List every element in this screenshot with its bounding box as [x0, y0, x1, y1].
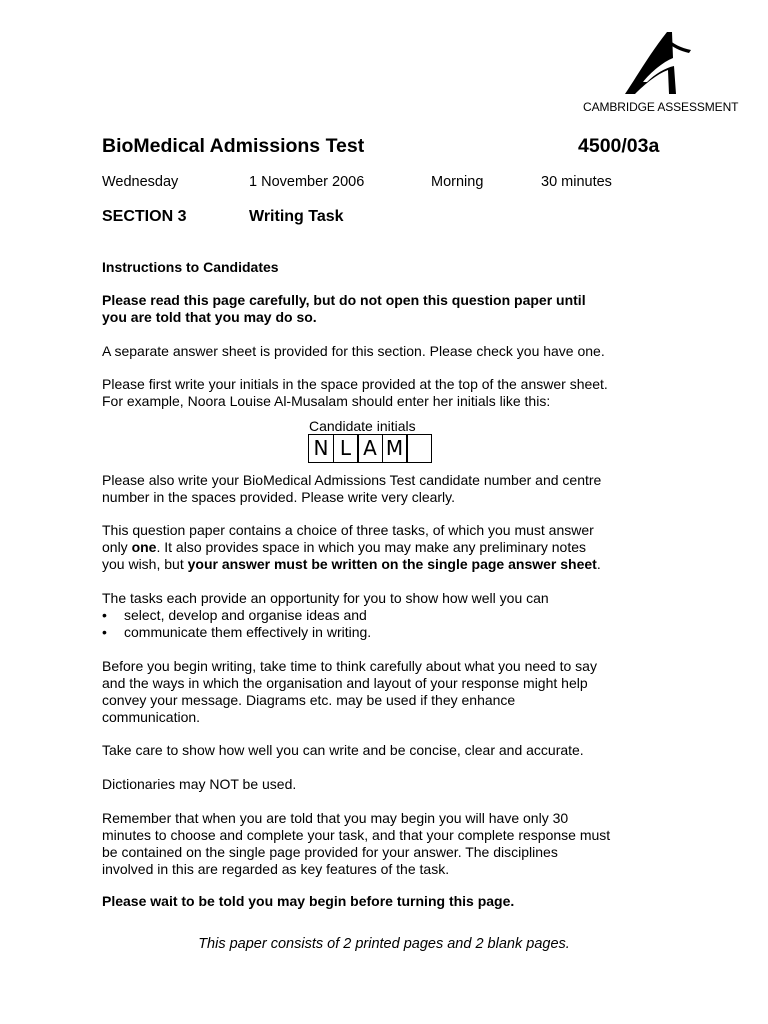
tasks-choice-paragraph [102, 522, 682, 573]
text-line: be contained on the single page provided for your answer. The disciplines [102, 844, 558, 860]
text-line: number in the spaces provided. Please write very clearly. [102, 489, 456, 505]
initials-boxes [308, 434, 432, 463]
warning-line: Please read this page carefully, but do not open this question paper until [102, 292, 586, 308]
text-line: For example, Noora Louise Al-Musalam should enter her initials like this: [102, 393, 551, 409]
cambridge-assessment-logo [583, 30, 743, 120]
candidate-number-paragraph [102, 472, 682, 506]
text-line: Please also write your BioMedical Admissions Test candidate number and centre [102, 472, 602, 488]
list-item: • select, develop and organise ideas and [102, 607, 682, 624]
answer-sheet-paragraph: A separate answer sheet is provided for this section. Please check you have one. [102, 343, 605, 359]
initial-box: N [308, 434, 334, 463]
section-title: Writing Task [249, 208, 344, 225]
text-line: Before you begin writing, take time to think carefully about what you need to say [102, 658, 597, 674]
exam-date: 1 November 2006 [249, 174, 365, 190]
text-span: . It also provides space in which you may make any preliminary notes [156, 539, 586, 555]
text-span: only [102, 539, 132, 555]
initials-paragraph [102, 376, 682, 410]
text-line [102, 539, 682, 556]
exam-duration: 30 minutes [541, 174, 612, 190]
care-paragraph: Take care to show how well you can write and be concise, clear and accurate. [102, 742, 584, 758]
dictionaries-paragraph: Dictionaries may NOT be used. [102, 776, 297, 792]
text-line: and the ways in which the organisation and layout of your response might help [102, 675, 588, 691]
emphasis-text: one [131, 539, 157, 555]
text-line: involved in this are regarded as key features of the task. [102, 861, 450, 877]
text-line: Remember that when you are told that you may begin you will have only 30 [102, 810, 569, 826]
initial-box: M [382, 434, 408, 463]
final-instruction: Please wait to be told you may begin before turning this page. [102, 893, 515, 909]
text-line: convey your message. Diagrams etc. may be used if they enhance [102, 692, 516, 708]
page-title: BioMedical Admissions Test [102, 135, 365, 157]
initial-box: A [357, 434, 383, 463]
exam-session: Morning [431, 174, 484, 190]
page-footer: This paper consists of 2 printed pages and 2 blank pages. [198, 936, 570, 952]
initial-box: L [333, 434, 359, 463]
cambridge-a-logo-icon [623, 30, 693, 98]
text-line: communication. [102, 709, 201, 725]
text-line [102, 556, 682, 573]
initials-label: Candidate initials [309, 418, 416, 434]
instructions-heading: Instructions to Candidates [102, 259, 279, 275]
text-line: This question paper contains a choice of three tasks, of which you must answer [102, 522, 594, 538]
warning-line: you are told that you may do so. [102, 309, 317, 325]
initial-box [406, 434, 432, 463]
timing-paragraph [102, 810, 682, 878]
tasks-opportunity-paragraph [102, 590, 682, 641]
text-line: Please first write your initials in the space provided at the top of the answer sheet. [102, 376, 608, 392]
text-span: you wish, but [102, 556, 188, 572]
paper-code: 4500/03a [578, 135, 660, 157]
emphasis-text: your answer must be written on the single page answer sheet [187, 556, 597, 572]
warning-paragraph [102, 292, 682, 326]
text-line: The tasks each provide an opportunity for you to show how well you can [102, 590, 549, 606]
planning-paragraph [102, 658, 682, 726]
text-line: minutes to choose and complete your task, and that your complete response must [102, 827, 611, 843]
exam-day: Wednesday [102, 174, 179, 190]
section-label: SECTION 3 [102, 208, 187, 225]
list-item: • communicate them effectively in writing. [102, 624, 682, 641]
logo-text: CAMBRIDGE ASSESSMENT [583, 100, 739, 114]
bullet-list [102, 607, 682, 641]
text-span: . [596, 556, 601, 572]
